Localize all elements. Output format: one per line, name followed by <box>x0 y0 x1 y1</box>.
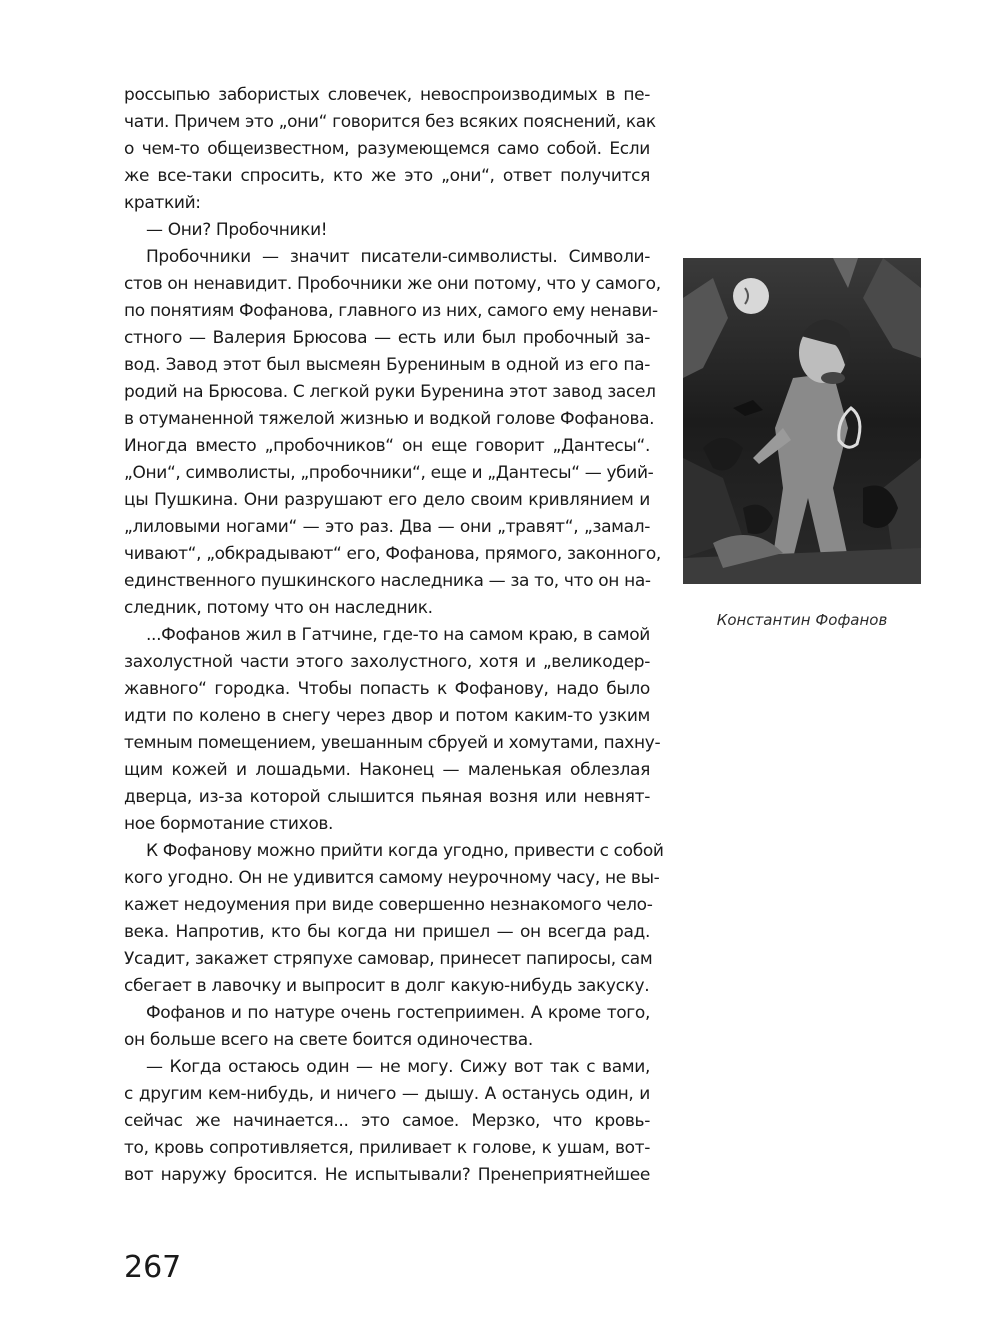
page-number: 267 <box>124 1250 182 1285</box>
text-line: стов он ненавидит. Пробочники же они потому, что у самого, <box>124 274 661 294</box>
text-line: россыпью забористых словечек, невоспроизводимых в пе- <box>124 85 650 105</box>
text-line: дверца, из-за которой слышится пьяная возня или невнят- <box>124 787 650 807</box>
text-line: Усадит, закажет стряпухе самовар, принесет папиросы, сам <box>124 949 653 969</box>
text-line: по понятиям Фофанова, главного из них, самого ему ненави- <box>124 301 658 321</box>
text-line: сейчас же начинается... это самое. Мерзко, что кровь- <box>124 1111 650 1131</box>
text-line: „Они“, символисты, „пробочники“, еще и „Дантесы“ — убий- <box>124 463 654 483</box>
text-line: ...Фофанов жил в Гатчине, где-то на самом краю, в самой <box>146 625 650 645</box>
text-line: — Когда остаюсь один — не могу. Сижу вот так с вами, <box>146 1057 650 1077</box>
text-line: кого угодно. Он не удивится самому неурочному часу, не вы- <box>124 868 660 888</box>
text-line: жавного“ городка. Чтобы попасть к Фофанову, надо было <box>124 679 650 699</box>
text-line: же все-таки спросить, кто же это „они“, ответ получится <box>124 166 650 186</box>
text-line: чивают“, „обкрадывают“ его, Фофанова, прямого, законного, <box>124 544 661 564</box>
text-line: Пробочники — значит писатели-символисты. Символи- <box>146 247 650 267</box>
text-line: краткий: <box>124 193 201 213</box>
text-line: „лиловыми ногами“ — это раз. Два — они „травят“, „замал- <box>124 517 650 537</box>
text-line: с другим кем-нибудь, и ничего — дышу. А останусь один, и <box>124 1084 650 1104</box>
text-line: он больше всего на свете боится одиночества. <box>124 1030 533 1050</box>
text-line: следник, потому что он наследник. <box>124 598 433 618</box>
text-line: К Фофанову можно прийти когда угодно, привести с собой <box>146 841 664 861</box>
text-line: цы Пушкина. Они разрушают его дело своим кривлянием и <box>124 490 650 510</box>
text-line: идти по колено в снегу через двор и потом каким-то узким <box>124 706 650 726</box>
text-line: о чем-то общеизвестном, разумеющемся само собой. Если <box>124 139 650 159</box>
text-line: в отуманенной тяжелой жизнью и водкой голове Фофанова. <box>124 409 655 429</box>
text-line: родий на Брюсова. С легкой руки Буренина этот завод засел <box>124 382 656 402</box>
text-line: захолустной части этого захолустного, хотя и „великодер- <box>124 652 650 672</box>
body-text <box>124 82 664 1189</box>
portrait-illustration <box>683 258 921 584</box>
text-line: то, кровь сопротивляется, приливает к голове, к ушам, вот- <box>124 1138 650 1158</box>
text-line: чати. Причем это „они“ говорится без всяких пояснений, как <box>124 112 656 132</box>
text-line: Иногда вместо „пробочников“ он еще говорит „Дантесы“. <box>124 436 650 456</box>
text-line: сбегает в лавочку и выпросит в долг какую-нибудь закуску. <box>124 976 650 996</box>
text-line: вод. Завод этот был высмеян Бурениным в одной из его па- <box>124 355 650 375</box>
text-line: вот наружу бросится. Не испытывали? Пренеприятнейшее <box>124 1165 650 1185</box>
text-line: кажет недоумения при виде совершенно незнакомого чело- <box>124 895 653 915</box>
figure-caption: Константин Фофанов <box>716 611 888 629</box>
text-line: века. Напротив, кто бы когда ни пришел — он всегда рад. <box>124 922 650 942</box>
text-line: единственного пушкинского наследника — за то, что он на- <box>124 571 651 591</box>
text-line: щим кожей и лошадьми. Наконец — маленькая облезлая <box>124 760 650 780</box>
text-line: Фофанов и по натуре очень гостеприимен. А кроме того, <box>146 1003 650 1023</box>
caricature-image <box>683 258 921 584</box>
text-line: — Они? Пробочники! <box>146 220 328 240</box>
text-line: ное бормотание стихов. <box>124 814 334 834</box>
text-line: стного — Валерия Брюсова — есть или был пробочный за- <box>124 328 650 348</box>
text-line: темным помещением, увешанным сбруей и хомутами, пахну- <box>124 733 661 753</box>
